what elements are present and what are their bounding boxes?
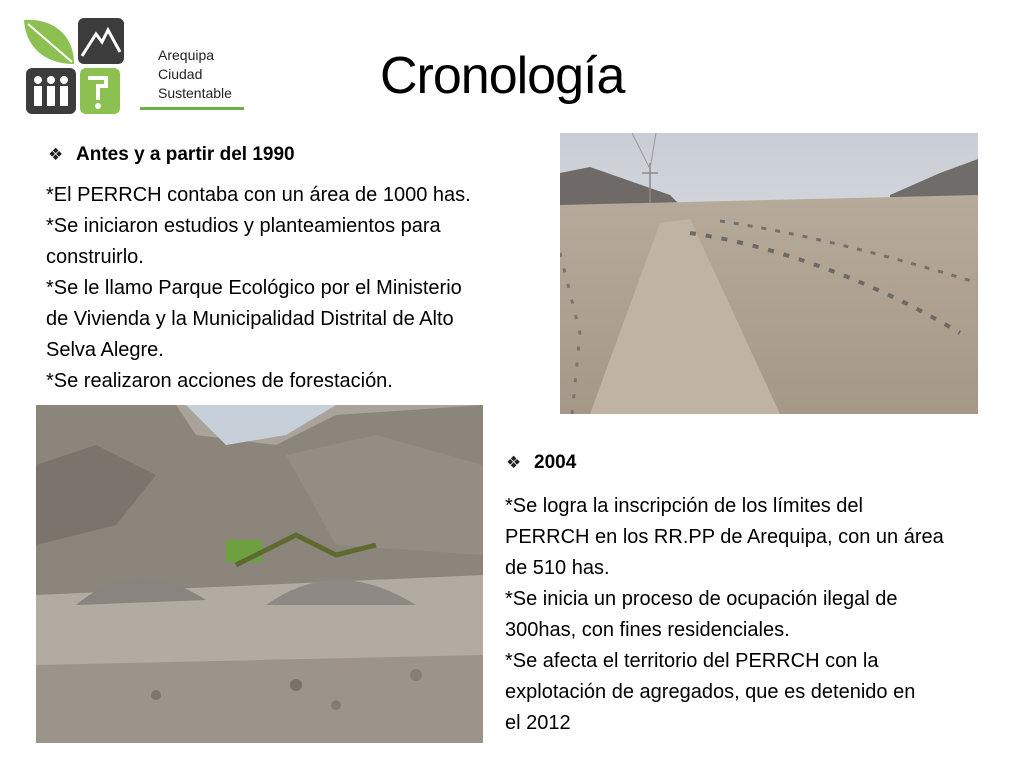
section2-text [505,491,1005,739]
text-line: *Se iniciaron estudios y planteamientos para [46,215,441,237]
logo-mark [22,16,134,120]
text-line: explotación de agregados, que es detenido en [505,681,916,703]
section2-heading-text: 2004 [534,452,577,473]
logo-line-3: Sustentable [158,85,232,101]
section1-heading-text: Antes y a partir del 1990 [76,144,295,165]
diamond-bullet-icon: ❖ [48,145,64,164]
text-line: *El PERRCH contaba con un área de 1000 has. [46,184,471,206]
logo-line-2: Ciudad [158,66,203,82]
photo-path-landscape [560,133,978,414]
logo-line-1: Arequipa [158,47,215,63]
logo-underline [140,107,244,110]
diamond-bullet-icon: ❖ [506,453,522,472]
text-line: *Se afecta el territorio del PERRCH con la [505,650,879,672]
text-line: *Se le llamo Parque Ecológico por el Ministerio [46,277,462,299]
text-line: 300has, con fines residenciales. [505,619,790,641]
text-line: de Vivienda y la Municipalidad Distrital de Alto [46,308,454,330]
photo-quarry [36,405,483,743]
logo [22,16,232,120]
text-line: construirlo. [46,246,144,268]
text-line: PERRCH en los RR.PP de Arequipa, con un área [505,526,944,548]
text-line: *Se realizaron acciones de forestación. [46,370,393,392]
text-line: *Se inicia un proceso de ocupación ilegal de [505,588,898,610]
text-line: el 2012 [505,712,571,734]
logo-text [158,46,232,103]
section2-heading [506,452,576,474]
section1-heading [48,144,295,166]
text-line: Selva Alegre. [46,339,164,361]
text-line: de 510 has. [505,557,610,579]
page-title: Cronología [380,47,625,105]
section1-text [46,180,546,397]
text-line: *Se logra la inscripción de los límites del [505,495,863,517]
